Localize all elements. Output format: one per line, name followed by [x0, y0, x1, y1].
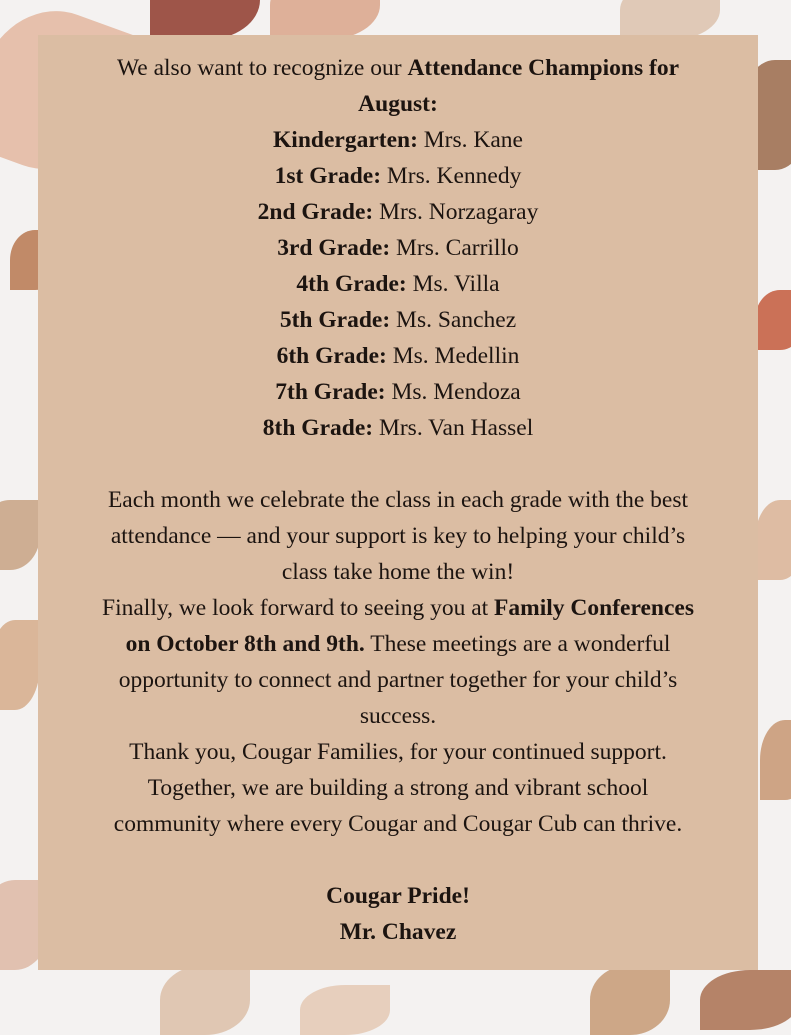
text-line: [38, 194, 758, 230]
text-line: [38, 230, 758, 266]
bold-text: Mr. Chavez: [339, 919, 457, 945]
bold-text: 2nd Grade:: [257, 199, 374, 225]
body-text: success.: [359, 703, 437, 729]
body-text: We also want to recognize our: [116, 55, 408, 81]
text-line: [38, 50, 758, 86]
text-line: [38, 698, 758, 734]
body-text: Finally, we look forward to seeing you at: [102, 595, 495, 621]
bold-text: 8th Grade:: [262, 415, 374, 441]
bold-text: 1st Grade:: [274, 163, 382, 189]
body-text: Mrs. Kennedy: [381, 163, 522, 189]
bold-text: 3rd Grade:: [277, 235, 391, 261]
text-line: [38, 158, 758, 194]
text-line: [38, 374, 758, 410]
text-line: [38, 482, 758, 518]
bold-text: 7th Grade:: [275, 379, 386, 405]
text-line: [38, 410, 758, 446]
text-line: [38, 590, 758, 626]
body-text: Mrs. Kane: [417, 127, 523, 153]
body-text: Together, we are building a strong and vibrant school: [147, 775, 649, 801]
bold-text: Attendance Champions for: [407, 55, 679, 81]
text-line: [38, 266, 758, 302]
text-line: [38, 878, 758, 914]
letter-text: [38, 50, 758, 950]
body-text: These meetings are a wonderful: [364, 631, 671, 657]
text-line: [38, 302, 758, 338]
text-line: [38, 626, 758, 662]
body-text: Ms. Mendoza: [385, 379, 521, 405]
body-text: class take home the win!: [281, 559, 515, 585]
body-text: Mrs. Carrillo: [390, 235, 519, 261]
bold-text: August:: [358, 91, 438, 117]
text-line: [38, 806, 758, 842]
body-text: attendance — and your support is key to helping your child’s: [110, 523, 686, 549]
body-text: Ms. Sanchez: [390, 307, 517, 333]
text-line: [38, 662, 758, 698]
text-line: [38, 554, 758, 590]
text-line: [38, 518, 758, 554]
body-text: Ms. Medellin: [386, 343, 520, 369]
body-text: Thank you, Cougar Families, for your continued support.: [129, 739, 667, 765]
bold-text: Kindergarten:: [273, 127, 418, 153]
text-line: [38, 86, 758, 122]
bold-text: Cougar Pride!: [326, 883, 470, 909]
text-line: [38, 338, 758, 374]
bold-text: Family Conferences: [494, 595, 694, 621]
bold-text: 4th Grade:: [296, 271, 407, 297]
text-line: [38, 734, 758, 770]
blank-line: [38, 446, 758, 482]
body-text: Ms. Villa: [406, 271, 500, 297]
text-line: [38, 122, 758, 158]
bold-text: 5th Grade:: [279, 307, 391, 333]
bold-text: 6th Grade:: [276, 343, 387, 369]
text-line: [38, 770, 758, 806]
body-text: Mrs. Van Hassel: [373, 415, 534, 441]
letter-panel: [38, 35, 758, 970]
body-text: Mrs. Norzagaray: [373, 199, 539, 225]
body-text: Each month we celebrate the class in each grade with the best: [107, 487, 689, 513]
body-text: community where every Cougar and Cougar Cub can thrive.: [113, 811, 683, 837]
bold-text: on October 8th and 9th.: [125, 631, 365, 657]
text-line: [38, 914, 758, 950]
body-text: opportunity to connect and partner together for your child’s: [118, 667, 678, 693]
blank-line: [38, 842, 758, 878]
